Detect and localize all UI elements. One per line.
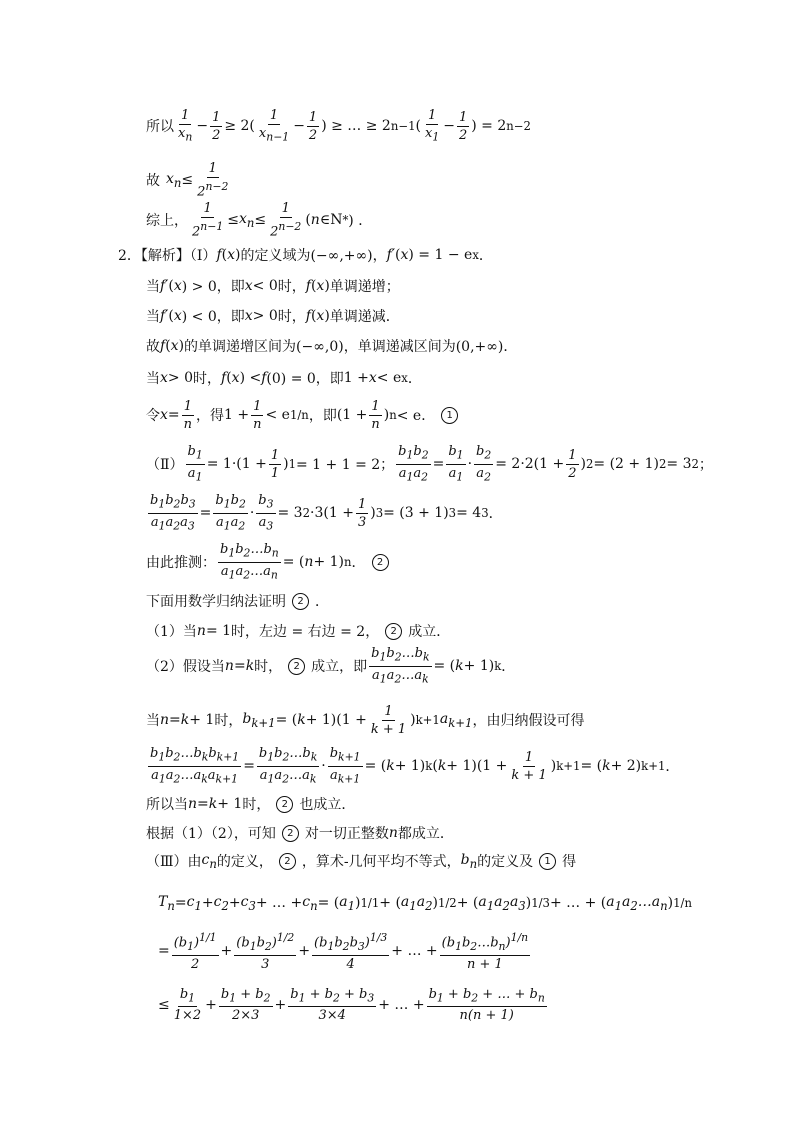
proof-line: $\frac{b_1b_2b_3}{a_1a_2a_3}$ = $\frac{b_1b_2}{a_1a_2}$ · $\frac{b_3}{a_3}$ = 3 2 ·3(1 + $\frac{1}{3}$ ) 3 = (3 + 1) 3 = 4 3 ． bbox=[150, 492, 503, 533]
proof-line: （2）假设当 n = k 时， 2 成立，即 $\frac{b_1b_2\dots b_k}{a_1a_2\dots a_k}$ = ( k + 1) k ． bbox=[146, 645, 516, 686]
proof-line: 当 n = k + 1 时， $b_{k+1}$ = ( k + 1)(1 + $\frac{1}{k + 1}$ ) k+1 $a_{k+1}$ ， 由归纳假设可得 bbox=[146, 703, 585, 737]
proof-line: 下面用数学归纳法证明 2 ． bbox=[146, 594, 329, 610]
proof-line: （Ⅱ） $\frac{b_1}{a_1}$ = 1·(1 + $\frac{1}{1}$ ) 1 = 1 + 1 = 2； $\frac{b_1b_2}{a_1a_2}$ = $\frac{b_1}{a_1}$ · $\frac{b_2}{a_2}$ = 2·2(1 + $\frac{1}{2}$ ) 2 = (2 + 1) 2 = 3 2 ； bbox=[146, 443, 713, 484]
proof-line: 所以 $\frac{1}{x_n}$ − $\frac{1}{2}$ ≥ 2( $\frac{1}{x_{n-1}}$ − $\frac{1}{2}$ ) ≥ … ≥ 2 n−1 ( $\frac{1}{x_1}$ − $\frac{1}{2}$ ) = 2 n−2 bbox=[146, 107, 531, 144]
proof-line: （Ⅲ）由 $c_n$ 的定义， 2 ，算术-几何平均不等式， $b_n$ 的定义及 1 得 bbox=[146, 851, 577, 871]
proof-line: 当 x > 0 时， f ( x ) < f (0) = 0， 即 1 + x < e x ． bbox=[146, 370, 422, 387]
proof-line: 根据（1）（2），可知 2 对一切正整数 n 都成立． bbox=[146, 825, 454, 842]
proof-line: 当 f′ ( x ) > 0， 即 x < 0 时， f ( x ) 单调递增； bbox=[146, 278, 400, 295]
proof-line: 由此推测： $\frac{b_1b_2\dots b_n}{a_1a_2\dots a_n}$ = ( n + 1) n ． 2 bbox=[146, 539, 395, 585]
proof-line: $\frac{b_1b_2\dots b_kb_{k+1}}{a_1a_2\dots a_ka_{k+1}}$ = $\frac{b_1b_2\dots b_k}{a_1a_2\dots a_k}$ · $\frac{b_{k+1}}{a_{k+1}}$ = ( k + 1) k ( k + 1)(1 + $\frac{1}{k + 1}$ ) k+1 = ( k + 2) k+1 ． bbox=[150, 745, 680, 786]
proof-line: 令 x = $\frac{1}{n}$ ， 得 1 + $\frac{1}{n}$ < e 1/n ， 即 (1 + $\frac{1}{n}$ ) n < e． 1 bbox=[146, 392, 464, 438]
proof-line: $T_n$ = $c_1$ + $c_2$ + $c_3$ + … + $c_n$ = ( $a_1$ ) 1/1 + ( $a_1a_2$ ) 1/2 + ( $a_1a_2a_3$ ) 1/3 + … + ( $a_1a_2\dots a_n$ ) 1/n bbox=[158, 893, 692, 913]
proof-line: 当 f′ ( x ) < 0， 即 x > 0 时， f ( x ) 单调递减． bbox=[146, 308, 400, 325]
proof-line: 故 f ( x ) 的单调递增区间为 (−∞,0)， 单调递减区间为 (0,+∞)． bbox=[146, 338, 518, 355]
proof-line: （1）当 n = 1 时，左边 = 右边 = 2， 2 成立． bbox=[146, 623, 451, 640]
proof-line: = $\frac{(b_1)^{1/1}}{2}$ + $\frac{(b_1b_2)^{1/2}}{3}$ + $\frac{(b_1b_2b_3)^{1/3}}{4}$ + … + $\frac{(b_1b_2\dots b_n)^{1/n}}{n + 1}$ bbox=[158, 931, 529, 972]
proof-line: ≤ $\frac{b_1}{1\times 2}$ + $\frac{b_1 + b_2}{2\times 3}$ + $\frac{b_1 + b_2 + b_3}{3\times 4}$ + … + $\frac{b_1 + b_2 + \dots + b_n}{n(n + 1)}$ bbox=[158, 986, 545, 1024]
proof-line: 所以当 n = k + 1 时， 2 也成立． bbox=[146, 796, 356, 813]
proof-line: 综上， $\frac{1}{2^{n-1}}$ ≤ $x_n$ ≤ $\frac{1}{2^{n-2}}$ ( n ∈N * ) ． bbox=[146, 200, 373, 240]
proof-line: 2．【解析】（Ⅰ） f ( x ) 的定义域为 (−∞,+∞)， f′ ( x ) = 1 − e x ． bbox=[118, 247, 493, 264]
proof-line: 故 $x_n$ ≤ $\frac{1}{2^{n-2}}$ bbox=[146, 160, 229, 200]
